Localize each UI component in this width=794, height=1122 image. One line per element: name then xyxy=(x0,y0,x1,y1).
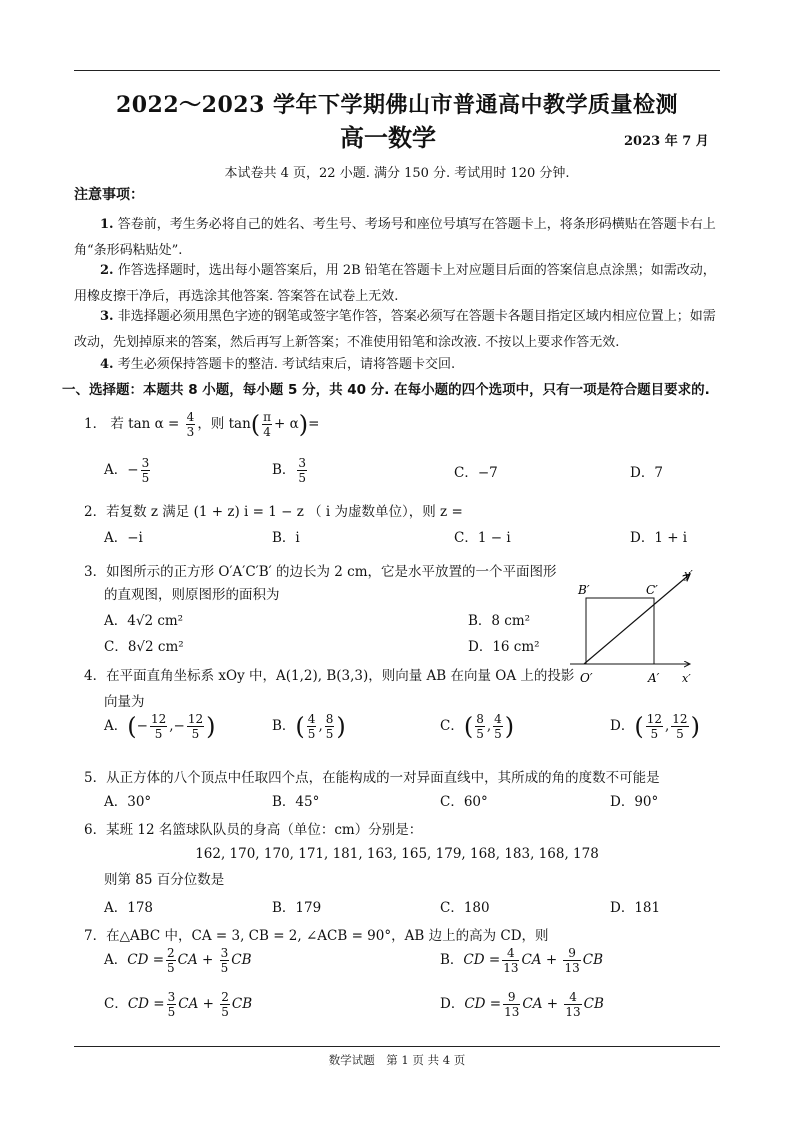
question-4-line2: 向量为 xyxy=(104,694,145,710)
q4-option-b: B．( $\frac{4}{5}$ , $\frac{8}{5}$ ) xyxy=(272,712,346,741)
question-6 xyxy=(84,818,422,838)
question-5 xyxy=(84,766,660,786)
question-number: 4． xyxy=(84,668,107,684)
q6-option-a: A．178 xyxy=(104,900,154,916)
question-stem: 在平面直角坐标系 xOy 中，A(1,2), B(3,3)，则向量 AB 在向量 OA 上的投影 xyxy=(106,668,575,684)
page-footer: 数学试题 第 1 页 共 4 页 xyxy=(328,1053,466,1067)
notice-title: 注意事项： xyxy=(74,187,144,203)
q1-option-c: C．−7 xyxy=(454,465,498,481)
q3-figure xyxy=(566,560,706,690)
q3-option-b: B．8 cm² xyxy=(468,613,531,629)
top-rule xyxy=(74,70,720,71)
question-number: 6． xyxy=(84,822,107,838)
question-4 xyxy=(84,664,574,684)
question-6-line3: 则第 85 百分位数是 xyxy=(104,872,225,888)
q7-option-d: D．CD = $\frac{9}{13}$ CA + $\frac{4}{13}$ CB xyxy=(440,990,604,1019)
q1-option-b: B． $\frac{3}{5}$ xyxy=(272,456,307,485)
notice-num: 2. xyxy=(100,263,114,278)
y-axis xyxy=(584,574,690,664)
notice-text: 作答选择题时，选出每小题答案后，用 2B 铅笔在答题卡上对应题目后面的答案信息点涂黑；如需改动，用橡皮擦干净后，再选涂其他答案. 答案答在试卷上无效. xyxy=(74,263,716,304)
question-number: 5． xyxy=(84,770,107,786)
q1-option-d: D．7 xyxy=(630,465,663,481)
q5-option-a: A．30° xyxy=(104,794,152,810)
q4-option-c: C．( $\frac{8}{5}$ , $\frac{4}{5}$ ) xyxy=(440,712,515,741)
label-o: O′ xyxy=(580,671,593,685)
section-heading: 一、选择题：本题共 8 小题，每小题 5 分，共 40 分. 在每小题的四个选项中，只有一项是符合题目要求的. xyxy=(62,382,710,398)
question-stem: 某班 12 名篮球队队员的身高（单位：cm）分别是： xyxy=(106,822,423,838)
question-number: 2． xyxy=(84,504,107,520)
question-stem-b: ，则 tan xyxy=(197,416,251,432)
q6-option-b: B．179 xyxy=(272,900,322,916)
exam-info: 本试卷共 4 页，22 小题. 满分 150 分. 考试用时 120 分钟. xyxy=(224,166,570,181)
q5-option-c: C．60° xyxy=(440,794,488,810)
q2-option-a: A．−i xyxy=(104,530,143,546)
q7-option-b: B．CD = $\frac{4}{13}$ CA + $\frac{9}{13}$ CB xyxy=(440,946,603,975)
q4-option-a: A．(− $\frac{12}{5}$ ,− $\frac{12}{5}$ ) xyxy=(104,712,216,741)
question-1: 1． 若 tan α = $\frac{4}{3}$ ，则 tan( $\frac{\pi}{4}$ + α)= xyxy=(84,410,320,439)
q6-option-c: C．180 xyxy=(440,900,490,916)
label-b: B′ xyxy=(578,583,590,597)
q2-option-b: B．i xyxy=(272,530,300,546)
question-3-line2: 的直观图，则原图形的面积为 xyxy=(104,587,280,603)
q3-option-a: A．4√2 cm² xyxy=(104,613,184,629)
q1-option-a: A．− $\frac{3}{5}$ xyxy=(104,456,150,485)
question-2 xyxy=(84,500,463,520)
exam-date: 2023 年 7 月 xyxy=(624,134,709,149)
exam-title: 2022～2023 学年下学期佛山市普通高中教学质量检测 xyxy=(115,92,679,118)
bottom-rule xyxy=(74,1046,720,1047)
label-x: x′ xyxy=(682,672,691,685)
question-7 xyxy=(84,924,549,944)
question-stem: 如图所示的正方形 O′A′C′B′ 的边长为 2 cm，它是水平放置的一个平面图形 xyxy=(106,564,557,580)
notice-item-3 xyxy=(74,304,720,356)
exam-subtitle: 高一数学 xyxy=(340,124,436,152)
q2-option-d: D．1 + i xyxy=(630,530,688,546)
question-stem: 从正方体的八个顶点中任取四个点，在能构成的一对异面直线中，其所成的角的度数不可能是 xyxy=(106,770,660,786)
q5-option-d: D．90° xyxy=(610,794,659,810)
notice-text: 非选择题必须用黑色字迹的钢笔或签字笔作答，答案必须写在答题卡各题目指定区域内相应位置上；如需改动，先划掉原来的答案，然后再写上新答案；不准使用铅笔和涂改液. 不按以上要求作答无效. xyxy=(74,309,716,350)
q6-option-d: D．181 xyxy=(610,900,661,916)
notice-text: 答卷前，考生务必将自己的姓名、考生号、考场号和座位号填写在答题卡上，将条形码横贴在答题卡右上角“条形码粘贴处”. xyxy=(74,217,716,258)
q3-option-c: C．8√2 cm² xyxy=(104,639,184,655)
label-c: C′ xyxy=(646,583,658,597)
q4-option-d: D．( $\frac{12}{5}$ , $\frac{12}{5}$ ) xyxy=(610,712,700,741)
question-stem: 在△ABC 中，CA = 3, CB = 2, ∠ACB = 90°，AB 边上的高为 CD，则 xyxy=(106,928,549,944)
question-stem: 若复数 z 满足 (1 + z) i = 1 − z （ i 为虚数单位），则 z = xyxy=(106,504,463,520)
fraction: $\frac{\pi}{4}$ xyxy=(263,410,272,439)
notice-item-4 xyxy=(74,352,720,378)
q5-option-b: B．45° xyxy=(272,794,320,810)
notice-item-2 xyxy=(74,258,720,310)
notice-item-1 xyxy=(74,212,720,264)
q7-option-a: A．CD = $\frac{2}{5}$ CA + $\frac{3}{5}$ CB xyxy=(104,946,252,975)
question-3 xyxy=(84,560,557,580)
question-number: 1． xyxy=(84,416,107,432)
question-number: 3． xyxy=(84,564,107,580)
q2-option-c: C．1 − i xyxy=(454,530,511,546)
notice-num: 1. xyxy=(100,217,114,232)
question-stem-a: 若 tan α = xyxy=(110,416,180,432)
question-number: 7． xyxy=(84,928,107,944)
question-6-data: 162, 170, 170, 171, 181, 163, 165, 179, 168, 183, 168, 178 xyxy=(195,846,599,862)
q3-option-d: D．16 cm² xyxy=(468,639,540,655)
notice-num: 4. xyxy=(100,357,114,372)
label-y: y′ xyxy=(684,568,693,581)
fraction: $\frac{4}{3}$ xyxy=(186,410,195,439)
notice-num: 3. xyxy=(100,309,114,324)
q7-option-c: C．CD = $\frac{3}{5}$ CA + $\frac{2}{5}$ CB xyxy=(104,990,253,1019)
label-a: A′ xyxy=(648,671,660,685)
notice-text: 考生必须保持答题卡的整洁. 考试结束后，请将答题卡交回. xyxy=(117,357,456,372)
